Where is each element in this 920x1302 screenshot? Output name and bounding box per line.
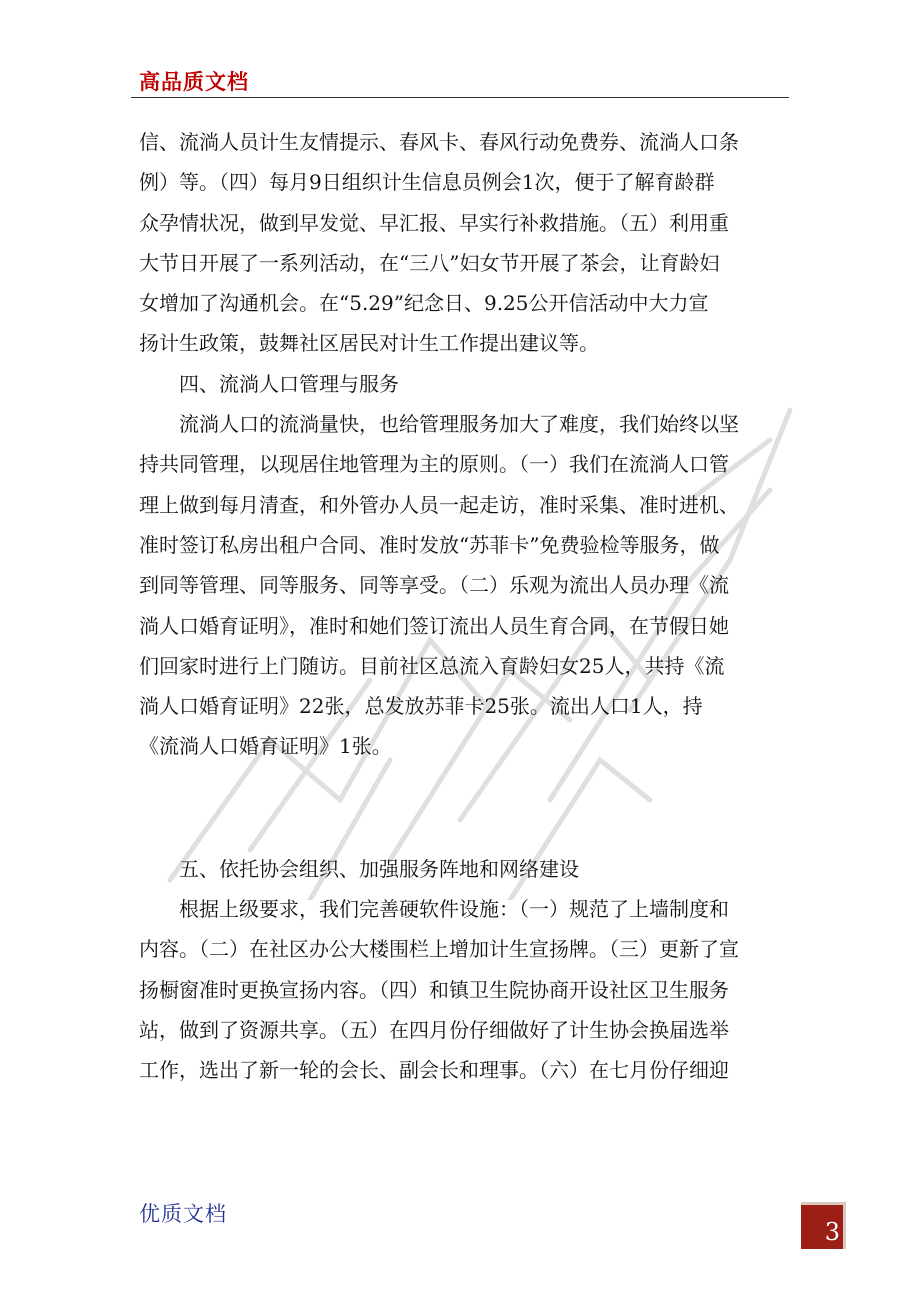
body-line: 站，做到了资源共享。（五）在四月份仔细做好了计生协会换届选举 bbox=[139, 1017, 729, 1042]
body-line: 准时签订私房出租户合同、准时发放“苏菲卡”免费验检等服务，做 bbox=[139, 532, 720, 557]
page-number-badge: 3 bbox=[801, 1202, 846, 1249]
body-line: 众孕情状况，做到早发觉、早汇报、早实行补救措施。（五）利用重 bbox=[139, 210, 729, 235]
body-line: 大节日开展了一系列活动，在“三八”妇女节开展了茶会，让育龄妇 bbox=[139, 250, 720, 275]
body-line: 信、流淌人员计生友情提示、春风卡、春风行动免费券、流淌人口条 bbox=[139, 130, 739, 154]
body-line: 淌人口婚育证明》，准时和她们签订流出人员生育合同，在节假日她 bbox=[139, 613, 729, 638]
body-line: 工作，选出了新一轮的会长、副会长和理事。（六）在七月份仔细迎 bbox=[139, 1058, 729, 1083]
body-line: 扬橱窗准时更换宣扬内容。（四）和镇卫生院协商开设社区卫生服务 bbox=[139, 977, 729, 1002]
body-line: 淌人口婚育证明》22张，总发放苏菲卡25张。流出人口1人，持 bbox=[139, 694, 703, 719]
header-title: 高品质文档 bbox=[139, 70, 249, 94]
body-line: 《流淌人口婚育证明》1张。 bbox=[139, 734, 392, 759]
body-line: 根据上级要求，我们完善硬软件设施：（一）规范了上墙制度和 bbox=[179, 897, 729, 922]
body-line: 们回家时进行上门随访。目前社区总流入育龄妇女25人，共持《流 bbox=[139, 653, 725, 678]
document-body bbox=[139, 122, 789, 1091]
body-line: 理上做到每月清查，和外管办人员一起走访，准时采集、准时进机、 bbox=[139, 492, 739, 517]
header-divider bbox=[131, 97, 789, 98]
body-line: 流淌人口的流淌量快，也给管理服务加大了难度，我们始终以坚 bbox=[179, 412, 739, 437]
body-line: 例）等。（四）每月9日组织计生信息员例会1次，便于了解育龄群 bbox=[139, 170, 715, 195]
body-line: 扬计生政策，鼓舞社区居民对计生工作提出建议等。 bbox=[139, 331, 599, 356]
body-line: 女增加了沟通机会。在“5.29”纪念日、9.25公开信活动中大力宣 bbox=[139, 291, 709, 316]
section-heading-4: 四、流淌人口管理与服务 bbox=[179, 371, 399, 396]
section-heading-5: 五、依托协会组织、加强服务阵地和网络建设 bbox=[179, 856, 579, 881]
body-line: 持共同管理，以现居住地管理为主的原则。（一）我们在流淌人口管 bbox=[139, 452, 729, 477]
spacer bbox=[139, 767, 789, 849]
body-line: 到同等管理、同等服务、同等享受。（二）乐观为流出人员办理《流 bbox=[139, 573, 729, 598]
body-line: 内容。（二）在社区办公大楼围栏上增加计生宣扬牌。（三）更新了宣 bbox=[139, 937, 739, 962]
footer-title: 优质文档 bbox=[139, 1202, 227, 1226]
